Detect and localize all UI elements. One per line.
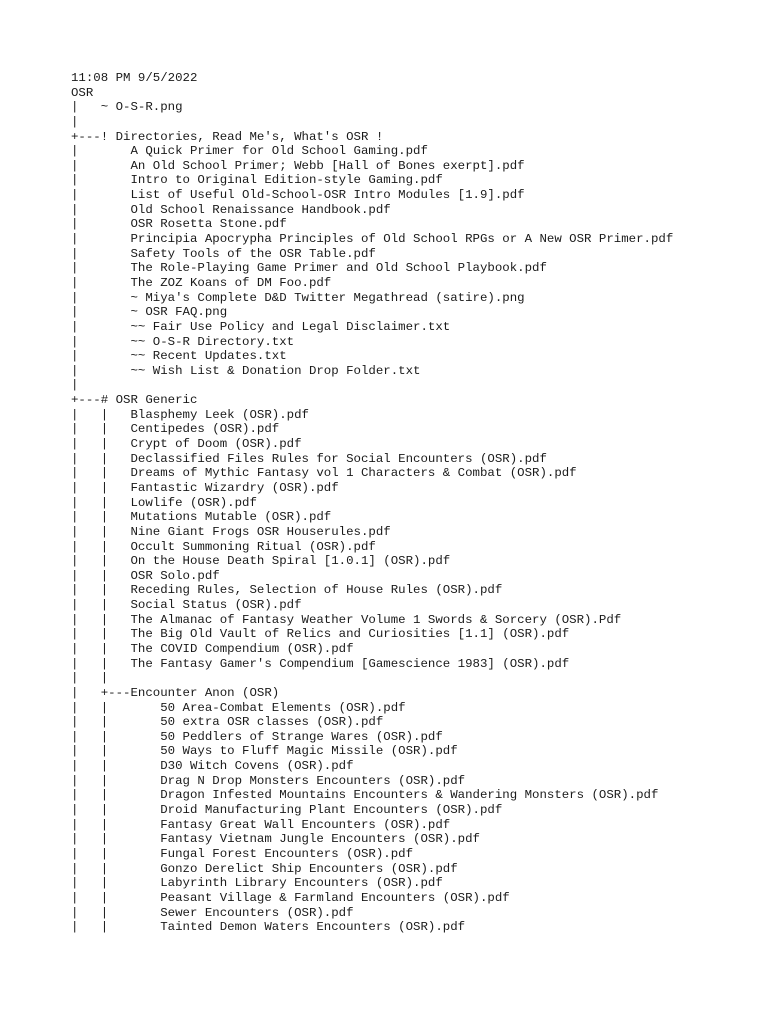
tree-line: | | OSR Solo.pdf xyxy=(71,568,220,583)
tree-line: | ~~ O-S-R Directory.txt xyxy=(71,334,295,349)
tree-line: | A Quick Primer for Old School Gaming.pdf xyxy=(71,144,428,159)
tree-line: | ~ OSR FAQ.png xyxy=(71,305,228,320)
tree-line: | | Social Status (OSR).pdf xyxy=(71,598,302,613)
tree-line: | Safety Tools of the OSR Table.pdf xyxy=(71,246,376,261)
tree-line: | | Tainted Demon Waters Encounters (OSR).pdf xyxy=(71,920,466,935)
tree-line: | xyxy=(71,378,79,393)
tree-line: | The ZOZ Koans of DM Foo.pdf xyxy=(71,275,332,290)
tree-line: | Intro to Original Edition-style Gaming.pdf xyxy=(71,173,443,188)
tree-line: | OSR Rosetta Stone.pdf xyxy=(71,217,287,232)
directory-tree-listing xyxy=(71,71,673,935)
tree-line: | ~~ Wish List & Donation Drop Folder.txt xyxy=(71,363,421,378)
tree-line: | | Crypt of Doom (OSR).pdf xyxy=(71,437,302,452)
tree-line: | | 50 Area-Combat Elements (OSR).pdf xyxy=(71,700,406,715)
tree-line: | Old School Renaissance Handbook.pdf xyxy=(71,202,391,217)
tree-line: | | Labyrinth Library Encounters (OSR).pdf xyxy=(71,876,443,891)
tree-line: | | D30 Witch Covens (OSR).pdf xyxy=(71,759,354,774)
tree-line: | | Fungal Forest Encounters (OSR).pdf xyxy=(71,846,414,861)
listing-timestamp: 11:08 PM 9/5/2022 xyxy=(71,71,198,85)
tree-line: | | xyxy=(71,671,109,686)
tree-line: | | Lowlife (OSR).pdf xyxy=(71,495,257,510)
tree-line: | | The Fantasy Gamer's Compendium [Gamescience 1983] (OSR).pdf xyxy=(71,656,570,671)
tree-line: +---# OSR Generic xyxy=(71,393,198,408)
tree-line: +---! Directories, Read Me's, What's OSR ! xyxy=(71,129,384,144)
tree-line: | | The Almanac of Fantasy Weather Volume 1 Swords & Sorcery (OSR).Pdf xyxy=(71,612,622,627)
tree-line: | +---Encounter Anon (OSR) xyxy=(71,685,280,700)
tree-line: | | Fantastic Wizardry (OSR).pdf xyxy=(71,480,339,495)
tree-line: | | Gonzo Derelict Ship Encounters (OSR).pdf xyxy=(71,861,458,876)
tree-line: | | Sewer Encounters (OSR).pdf xyxy=(71,905,354,920)
tree-line: | | 50 Peddlers of Strange Wares (OSR).pdf xyxy=(71,729,443,744)
tree-line: | | Blasphemy Leek (OSR).pdf xyxy=(71,407,309,422)
tree-line: | ~ O-S-R.png xyxy=(71,100,183,115)
tree-line: | | 50 extra OSR classes (OSR).pdf xyxy=(71,715,384,730)
tree-line: | | Dreams of Mythic Fantasy vol 1 Characters & Combat (OSR).pdf xyxy=(71,466,577,481)
tree-line: | The Role-Playing Game Primer and Old School Playbook.pdf xyxy=(71,261,547,276)
tree-line: | | Centipedes (OSR).pdf xyxy=(71,422,280,437)
tree-line: | | Fantasy Great Wall Encounters (OSR).pdf xyxy=(71,817,451,832)
tree-line: | | Dragon Infested Mountains Encounters & Wandering Monsters (OSR).pdf xyxy=(71,788,659,803)
tree-line: | | Mutations Mutable (OSR).pdf xyxy=(71,510,332,525)
tree-line: | List of Useful Old-School-OSR Intro Modules [1.9].pdf xyxy=(71,188,525,203)
tree-line: | | Fantasy Vietnam Jungle Encounters (OSR).pdf xyxy=(71,832,480,847)
listing-root-folder: OSR xyxy=(71,85,94,100)
tree-line: | | 50 Ways to Fluff Magic Missile (OSR).pdf xyxy=(71,744,458,759)
tree-line: | | Peasant Village & Farmland Encounters (OSR).pdf xyxy=(71,890,510,905)
tree-line: | An Old School Primer; Webb [Hall of Bones exerpt].pdf xyxy=(71,158,525,173)
tree-line: | ~~ Fair Use Policy and Legal Disclaimer.txt xyxy=(71,319,451,334)
tree-line: | | Drag N Drop Monsters Encounters (OSR).pdf xyxy=(71,773,466,788)
tree-line: | | On the House Death Spiral [1.0.1] (OSR).pdf xyxy=(71,554,451,569)
tree-line: | | The Big Old Vault of Relics and Curiosities [1.1] (OSR).pdf xyxy=(71,627,570,642)
tree-line: | | Occult Summoning Ritual (OSR).pdf xyxy=(71,539,376,554)
tree-line: | | Droid Manufacturing Plant Encounters (OSR).pdf xyxy=(71,803,503,818)
tree-line: | | Nine Giant Frogs OSR Houserules.pdf xyxy=(71,524,391,539)
tree-line: | Principia Apocrypha Principles of Old School RPGs or A New OSR Primer.pdf xyxy=(71,232,674,247)
tree-line: | | Receding Rules, Selection of House Rules (OSR).pdf xyxy=(71,583,503,598)
tree-line: | | Declassified Files Rules for Social Encounters (OSR).pdf xyxy=(71,451,547,466)
tree-line: | xyxy=(71,114,79,129)
tree-line: | ~~ Recent Updates.txt xyxy=(71,349,287,364)
tree-line: | | The COVID Compendium (OSR).pdf xyxy=(71,641,354,656)
tree-line: | ~ Miya's Complete D&D Twitter Megathread (satire).png xyxy=(71,290,525,305)
